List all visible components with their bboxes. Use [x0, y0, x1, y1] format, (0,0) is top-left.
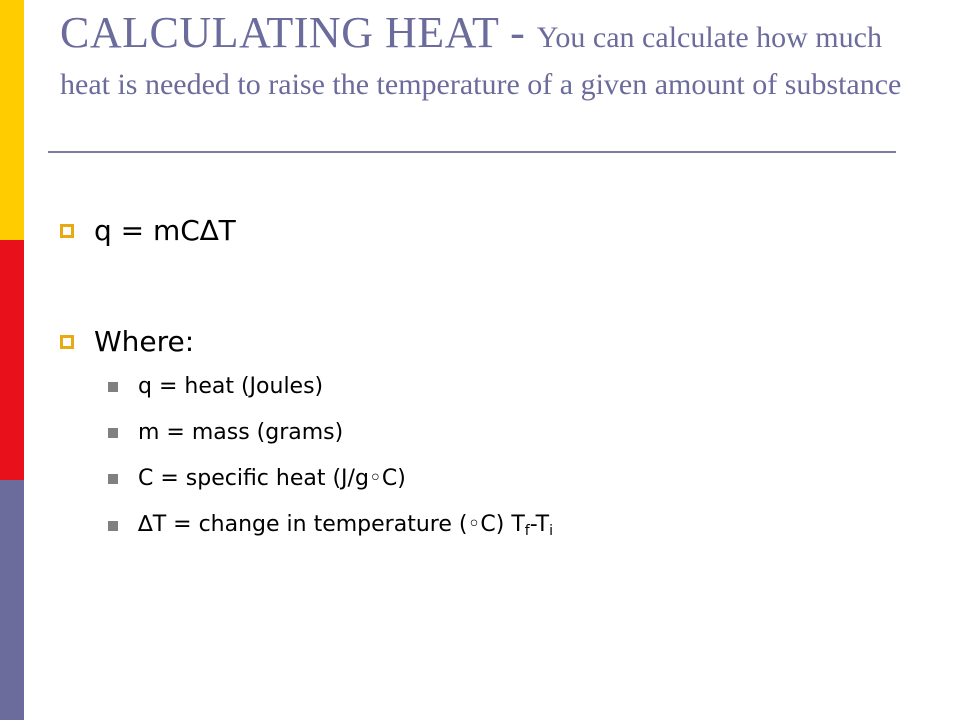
sub-bullet-text: m = mass (grams) [138, 420, 344, 445]
sub-bullet-q [108, 374, 323, 399]
delta-t-text: ∆T = change in temperature (◦C) T [138, 512, 525, 537]
formula-text: q = mC∆T [94, 214, 236, 247]
bullet-where [60, 325, 194, 358]
subscript-f: f [524, 523, 530, 539]
square-bullet-icon [60, 224, 74, 238]
where-text: Where: [94, 325, 195, 358]
sub-bullet-m [108, 420, 343, 445]
sub-bullet-text [138, 512, 553, 539]
square-bullet-icon [108, 382, 118, 392]
square-bullet-icon [108, 521, 118, 531]
title-subtitle: You can calculate how much heat is needed to raise the temperature of a given amount of substance [60, 21, 902, 101]
square-bullet-icon [108, 428, 118, 438]
sub-bullet-text: C = specific heat (J/g◦C) [138, 466, 406, 491]
bullet-formula [60, 214, 236, 247]
sub-bullet-text: q = heat (Joules) [138, 374, 324, 399]
subscript-i: i [549, 523, 553, 539]
square-bullet-icon [60, 335, 74, 349]
sub-bullet-delta-t [108, 512, 553, 539]
sub-bullet-c [108, 466, 406, 491]
dash-t-text: -T [529, 512, 550, 537]
title-main: CALCULATING HEAT - [60, 8, 537, 57]
square-bullet-icon [108, 474, 118, 484]
